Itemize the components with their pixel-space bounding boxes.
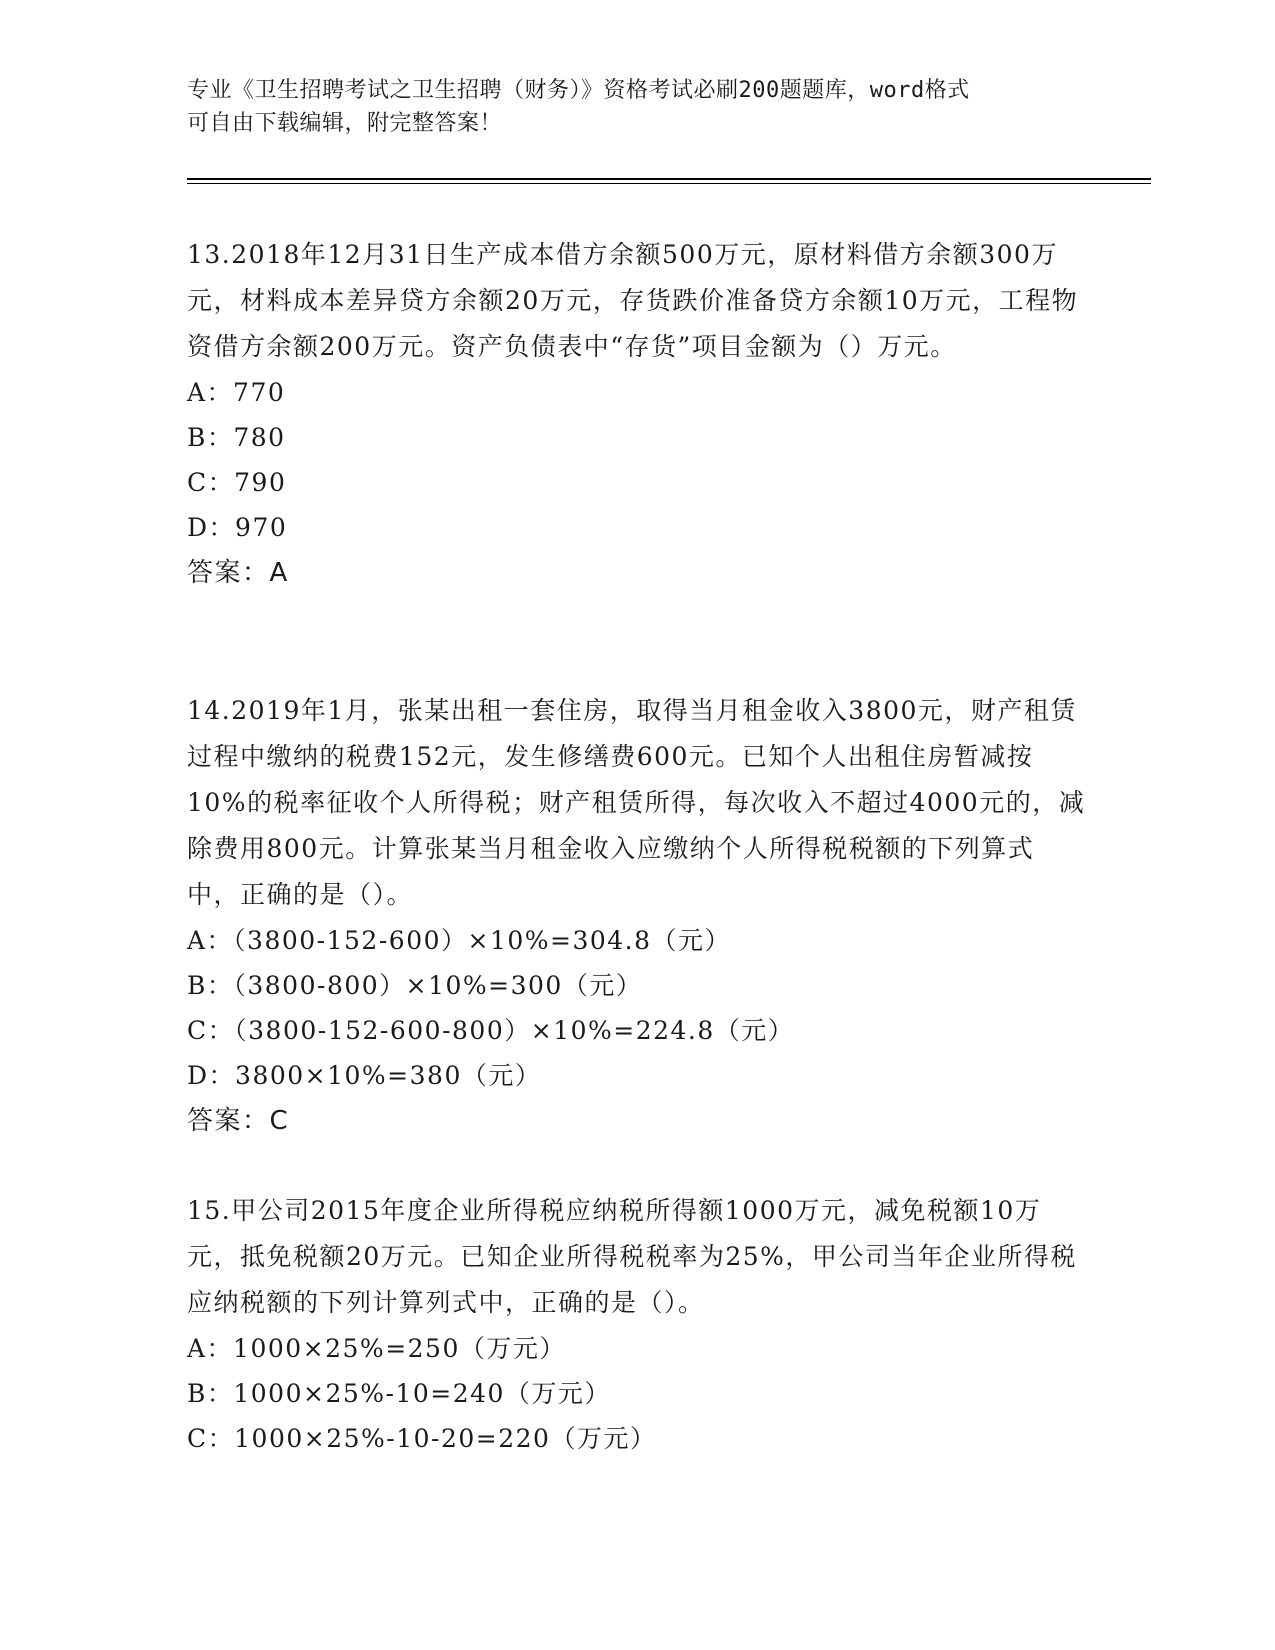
header-divider-thin — [187, 183, 1151, 184]
option-c: C：1000×25%-10-20=220（万元） — [187, 1424, 657, 1453]
question-stem: 14.2019年1月，张某出租一套住房，取得当月租金收入3800元，财产租赁过程中缴纳的税费152元，发生修缮费600元。已知个人出租住房暂减按10%的税率征收个人所得税；财产租赁所得，每次收入不超过4000元的，减除费用800元。计算张某当月租金收入应缴纳个人所得税税额的下列算式中，正确的是（）。 — [187, 696, 1086, 909]
option-a: A：（3800-152-600）×10%=304.8（元） — [187, 926, 732, 955]
answer-line: 答案：A — [187, 558, 289, 588]
option-b: B：（3800-800）×10%=300（元） — [187, 971, 643, 1000]
answer-line: 答案：C — [187, 1106, 290, 1136]
header-title-line-2: 可自由下载编辑，附完整答案！ — [187, 111, 503, 136]
option-d: D：970 — [187, 513, 288, 542]
header-divider-thick — [187, 178, 1151, 180]
document-header — [187, 74, 1087, 140]
header-title-line-1: 专业《卫生招聘考试之卫生招聘（财务）》资格考试必刷200题题库，word格式 — [187, 78, 970, 103]
option-a: A：770 — [187, 378, 286, 407]
option-b: B：1000×25%-10=240（万元） — [187, 1379, 611, 1408]
option-d: D：3800×10%=380（元） — [187, 1061, 542, 1090]
option-c: C：790 — [187, 468, 287, 497]
option-b: B：780 — [187, 423, 286, 452]
question-14 — [187, 688, 1087, 1144]
option-a: A：1000×25%=250（万元） — [187, 1334, 566, 1363]
question-15 — [187, 1188, 1087, 1461]
question-stem: 15.甲公司2015年度企业所得税应纳税所得额1000万元，减免税额10万元，抵免税额20万元。已知企业所得税税率为25%，甲公司当年企业所得税应纳税额的下列计算列式中，正确的是（）。 — [187, 1196, 1077, 1317]
question-13 — [187, 232, 1087, 596]
question-stem: 13.2018年12月31日生产成本借方余额500万元，原材料借方余额300万元，材料成本差异贷方余额20万元，存货跌价准备贷方余额10万元，工程物资借方余额200万元。资产负债表中“存货”项目金额为（）万元。 — [187, 240, 1079, 361]
option-c: C：（3800-152-600-800）×10%=224.8（元） — [187, 1016, 795, 1045]
